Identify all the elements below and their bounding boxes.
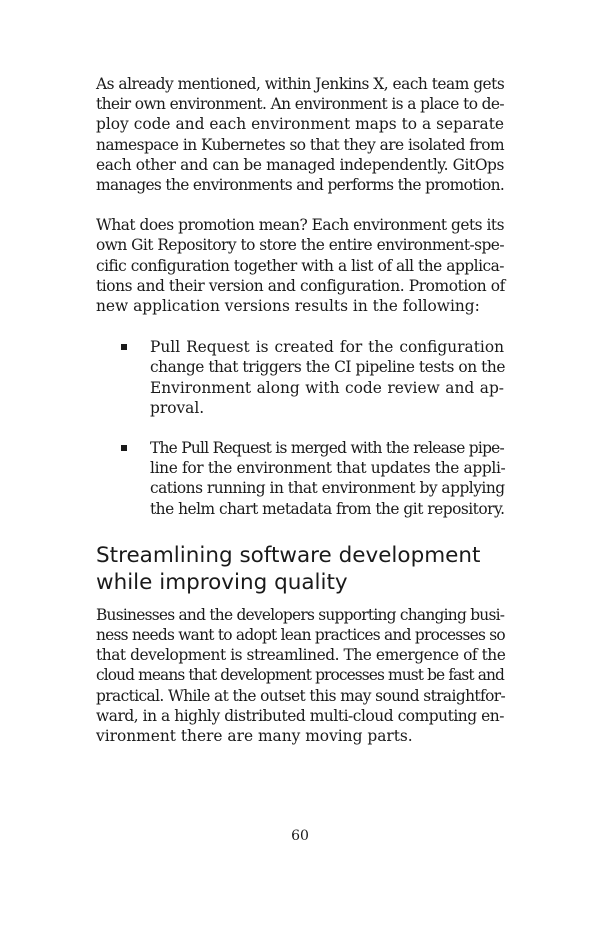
promotion-steps-list [96,337,504,519]
text-line: line for the environment that updates the appli- [150,459,506,478]
page-content [96,74,504,746]
section-heading [96,542,504,596]
text-line: Pull Request is created for the configuration [150,338,504,357]
text-line: ward, in a highly distributed multi-cloud computing en- [96,706,504,725]
paragraph-streamlining [96,605,504,746]
text-line: Businesses and the developers supporting changing busi- [96,605,505,624]
text-line: As already mentioned, within Jenkins X, each team gets [96,75,505,93]
paragraph-jenkins-environments [96,74,504,195]
heading-line: while improving quality [96,569,348,595]
text-line: cloud means that development processes must be fast and [96,666,504,685]
paragraph-promotion [96,215,504,316]
text-line: change that triggers the CI pipeline tests on the [150,358,505,377]
text-line: vironment there are many moving parts. [96,727,413,746]
text-line: manages the environments and performs the promotion. [96,176,505,195]
list-item [96,438,504,519]
text-line: own Git Repository to store the entire environment-spe- [96,236,504,255]
text-line: each other and can be managed independently. GitOps [96,155,504,174]
text-line: What does promotion mean? Each environment gets its [96,216,504,235]
text-line: ploy code and each environment maps to a separate [96,115,504,134]
text-line: tions and their version and configuration. Promotion of [96,276,505,295]
page-number: 60 [291,828,309,844]
text-line: The Pull Request is merged with the release pipe- [150,439,504,458]
text-line: that development is streamlined. The emergence of the [96,646,506,665]
text-line: ness needs want to adopt lean practices and processes so [96,626,505,645]
list-item [96,337,504,418]
heading-line: Streamlining software development [96,542,481,568]
text-line: Environment along with code review and ap- [150,378,504,397]
text-line: namespace in Kubernetes so that they are isolated from [96,135,504,154]
text-line: proval. [150,398,205,417]
text-line: cific configuration together with a list of all the applica- [96,256,504,275]
square-bullet-icon [121,344,127,350]
square-bullet-icon [121,445,127,451]
text-line: new application versions results in the following: [96,297,480,316]
text-line: the helm chart metadata from the git repository. [150,499,505,518]
text-line: practical. While at the outset this may sound straightfor- [96,686,506,705]
text-line: their own environment. An environment is a place to de- [96,95,505,114]
text-line: cations running in that environment by applying [150,479,505,498]
